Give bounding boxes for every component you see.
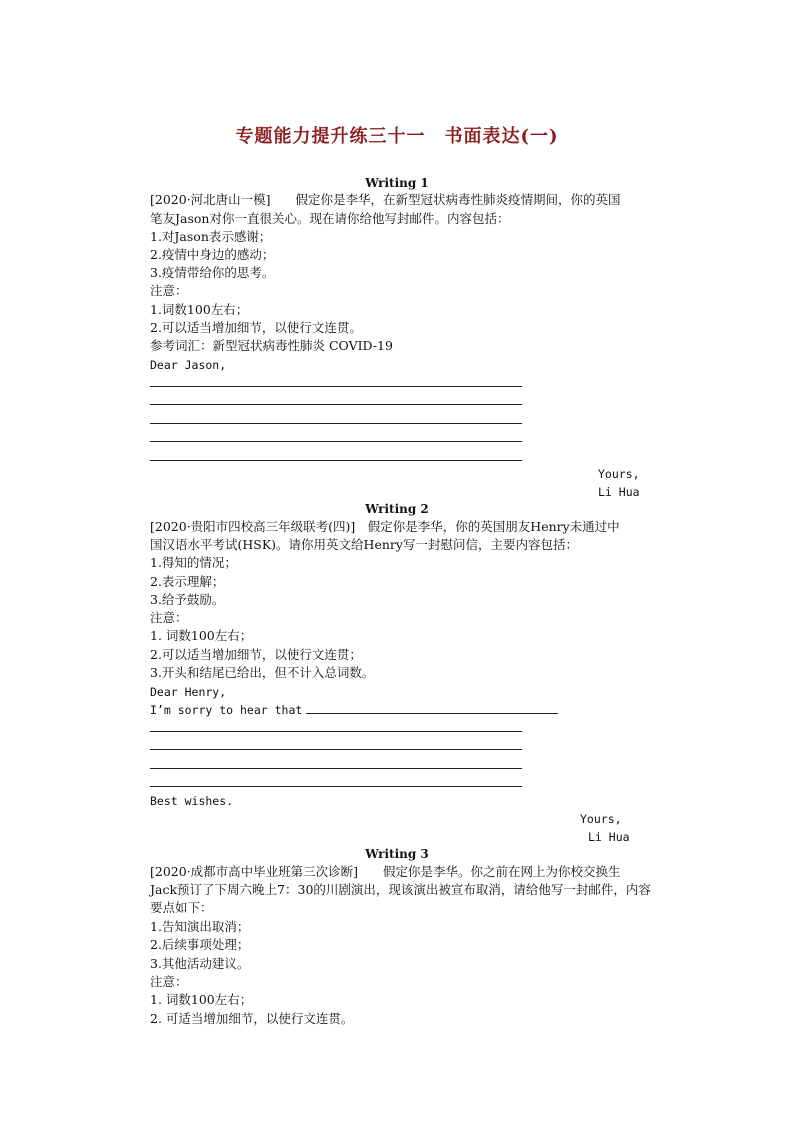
writing-2-opener-line: [150, 701, 558, 719]
writing-3-note-1: 1. 词数100左右；: [150, 992, 253, 1007]
writing-3-intro-line-2: Jack预订了下周六晚上7：30的川剧演出，现该演出被宣布取消，请给他写一封邮件，内容: [150, 882, 651, 897]
writing-2-note-3: 3.开头和结尾已给出，但不计入总词数。: [150, 665, 375, 680]
answer-line: [306, 713, 558, 714]
writing-3-intro-line-3: 要点如下：: [150, 900, 213, 915]
writing-1-signature: Li Hua: [598, 485, 640, 499]
page-title: 专题能力提升练三十一 书面表达(一): [235, 126, 559, 147]
writing-2-note-label: 注意：: [150, 610, 188, 625]
writing-1-closing: Yours,: [598, 467, 640, 481]
writing-2-ending: Best wishes.: [150, 794, 234, 808]
writing-3-note-label: 注意：: [150, 974, 188, 989]
writing-2-point-2: 2.表示理解；: [150, 574, 225, 589]
writing-2-greeting: Dear Henry,: [150, 685, 227, 699]
answer-line: [150, 460, 522, 461]
answer-line: [150, 731, 522, 732]
answer-line: [150, 423, 522, 424]
writing-3-heading: Writing 3: [365, 847, 429, 861]
writing-2-point-3: 3.给予鼓励。: [150, 592, 225, 607]
writing-3-point-2: 2.后续事项处理；: [150, 937, 250, 952]
answer-line: [150, 404, 522, 405]
writing-2-note-1: 1. 词数100左右；: [150, 628, 253, 643]
writing-2-point-1: 1.得知的情况；: [150, 555, 237, 570]
writing-1-vocab: 参考词汇：新型冠状病毒性肺炎 COVID-19: [150, 338, 393, 353]
writing-2-intro-line-2: 国汉语水平考试(HSK)。请你用英文给Henry写一封慰问信，主要内容包括：: [150, 537, 578, 552]
answer-line: [150, 749, 522, 750]
writing-2-intro-line-1: [2020·贵阳市四校高三年级联考(四)] 假定你是李华，你的英国朋友Henry未通过中: [150, 519, 620, 534]
writing-2-note-2: 2.可以适当增加细节，以使行文连贯；: [150, 647, 362, 662]
answer-line: [150, 768, 522, 769]
answer-line: [150, 441, 522, 442]
answer-line: [150, 386, 522, 387]
writing-3-point-3: 3.其他活动建议。: [150, 956, 250, 971]
writing-1-heading: Writing 1: [365, 176, 429, 190]
writing-1-note-1: 1.词数100左右；: [150, 302, 249, 317]
writing-2-opener: I’m sorry to hear that: [150, 703, 303, 717]
writing-1-note-label: 注意：: [150, 283, 188, 298]
writing-3-intro-line-1: [2020·成都市高中毕业班第三次诊断] 假定你是李华。你之前在网上为你校交换生: [150, 864, 621, 879]
writing-2-heading: Writing 2: [365, 502, 429, 516]
writing-1-intro-line-1: [2020·河北唐山一模] 假定你是李华，在新型冠状病毒性肺炎疫情期间，你的英国: [150, 192, 621, 207]
writing-1-point-3: 3.疫情带给你的思考。: [150, 265, 275, 280]
writing-1-point-1: 1.对Jason表示感谢；: [150, 229, 272, 244]
writing-1-point-2: 2.疫情中身边的感动；: [150, 247, 275, 262]
writing-3-point-1: 1.告知演出取消；: [150, 919, 250, 934]
writing-2-signature: Li Hua: [588, 830, 630, 844]
answer-line: [150, 786, 522, 787]
writing-1-note-2: 2.可以适当增加细节，以使行文连贯。: [150, 320, 362, 335]
writing-2-closing: Yours,: [580, 812, 622, 826]
writing-3-note-2: 2. 可适当增加细节，以使行文连贯。: [150, 1011, 354, 1026]
writing-1-intro-line-2: 笔友Jason对你一直很关心。现在请你给他写封邮件。内容包括：: [150, 211, 510, 226]
writing-1-greeting: Dear Jason,: [150, 358, 227, 372]
